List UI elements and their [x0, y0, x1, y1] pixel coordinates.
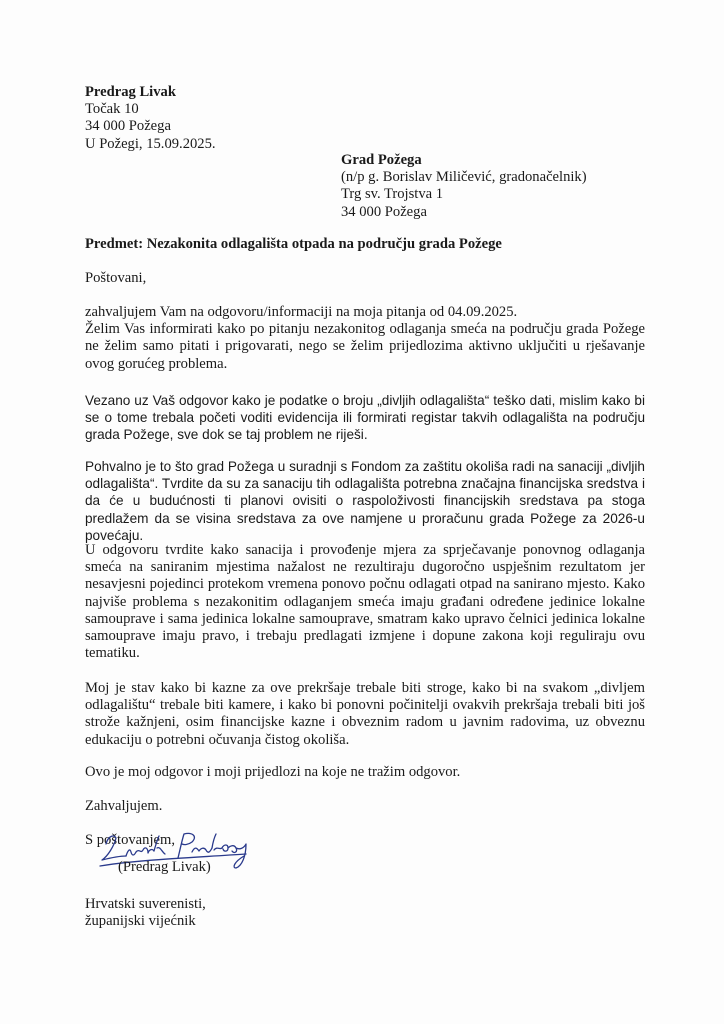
paragraph-3: Vezano uz Vaš odgovor kako je podatke o broju „divljih odlagališta“ teško dati, mislim kako bi se o tome trebala početi voditi evidencija ili formirati registar takvih odlagališta na području grada Požege, sve dok se taj problem ne riješi. [85, 393, 645, 443]
paragraph-2: Želim Vas informirati kako po pitanju nezakonitog odlaganja smeća na području grada Požege ne želim samo pitati i prigovarati, nego se želim prijedlozima aktivno uključiti u rješavanje ovog gorućeg problema. [85, 321, 645, 372]
council-role: županijski vijećnik [85, 913, 196, 930]
thanks-block [85, 798, 645, 815]
recipient-street: Trg sv. Trojstva 1 [341, 186, 444, 203]
printed-name-block [118, 859, 318, 876]
salutation: Poštovani, [85, 270, 147, 286]
printed-name: (Predrag Livak) [118, 859, 211, 875]
sender-street: Točak 10 [85, 101, 139, 118]
regards-line: S poštovanjem, [85, 832, 175, 848]
recipient-postal-city: 34 000 Požega [341, 203, 427, 220]
recipient-name: Grad Požega [341, 152, 422, 168]
paragraph-legislation [85, 542, 645, 662]
paragraph-7: Ovo je moj odgovor i moji prijedlozi na koje ne tražim odgovor. [85, 764, 461, 780]
paragraph-6: Moj je stav kako bi kazne za ove prekršaje trebale biti stroge, kako bi na svakom „divljem odlagalištu“ trebale biti kamere, i kako bi ponovni počinitelji ovakvih prekršaja trebali biti još strože kažnjeni, osim financijske kazne i obveznim radom u javnim radovima, uz obveznu edukaciju o potrebni očuvanja čistog okoliša. [85, 680, 645, 748]
sender-postal-city: 34 000 Požega [85, 118, 171, 135]
paragraph-closing-remark [85, 764, 645, 781]
sender-block [85, 84, 645, 153]
salutation-block [85, 270, 645, 287]
paragraph-thanks [85, 304, 645, 373]
place-date: U Požegi, 15.09.2025. [85, 135, 216, 152]
party-name: Hrvatski suverenisti, [85, 896, 206, 912]
recipient-block [341, 152, 641, 221]
paragraph-penalties [85, 680, 645, 749]
paragraph-5: U odgovoru tvrdite kako sanacija i provođenje mjera za sprječavanje ponovnog odlaganja smeća na saniranim mjestima nažalost ne rezultiraju dugoročno uspješnim rezultatom jer nesavjesni pojedinci protekom vremena ponovo počnu odlagati otpad na sanirano mjesto. Kako najviše problema s nezakonitim odlaganjem smeća imaju građani određene jedinice lokalne samouprave i sama jedinica lokalne samouprave, smatram kako upravo čelnici jedinica lokalne samouprave imaju pravo, i trebaju predlagati izmjene i dopune zakona koji reguliraju ovu tematiku. [85, 542, 645, 662]
recipient-attn: (n/p g. Borislav Miličević, gradonačelnik) [341, 169, 587, 186]
paragraph-4: Pohvalno je to što grad Požega u suradnji s Fondom za zaštitu okoliša radi na sanaciji „divljih odlagališta“. Tvrdite da su za sanaciju tih odlagališta potrebna značajna financijska sredstva i da će u budućnosti ti planovi ovisiti o raspoloživosti financijskih sredstava pa stoga predlažem da se visina sredstava za ove namjene u proračunu grada Požege za 2026-u povećaju. [85, 459, 645, 543]
thanks-line: Zahvaljujem. [85, 798, 163, 814]
sender-name: Predrag Livak [85, 84, 176, 100]
paragraph-1: zahvaljujem Vam na odgovoru/informaciji na moja pitanja od 04.09.2025. [85, 304, 518, 320]
paragraph-funding [85, 458, 645, 544]
paragraph-register [85, 392, 645, 444]
subject-line: Predmet: Nezakonita odlagališta otpada na području grada Požege [85, 236, 502, 252]
subject-block [85, 236, 645, 253]
party-block [85, 896, 645, 930]
